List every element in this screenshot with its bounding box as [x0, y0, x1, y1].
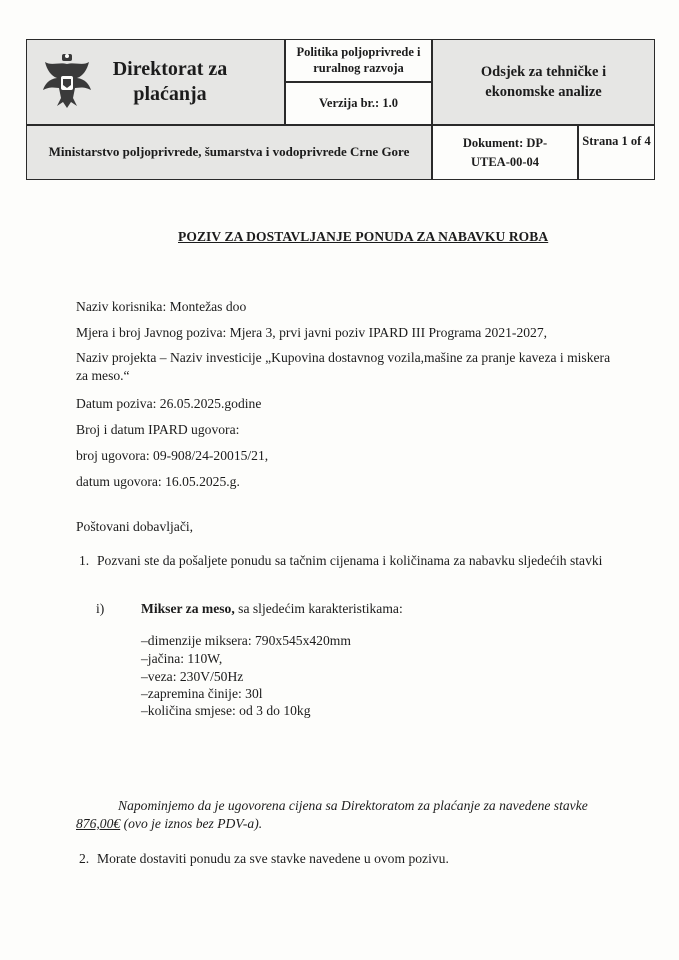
contract-price: 876,00€	[76, 816, 121, 831]
ministry-cell	[26, 125, 432, 180]
contract-heading: Broj i datum IPARD ugovora:	[76, 422, 240, 437]
spec-mixture-quantity: –količina smjese: od 3 do 10kg	[141, 703, 311, 718]
point-2-number: 2.	[79, 851, 90, 866]
document-title: POZIV ZA DOSTAVLJANJE PONUDA ZA NABAVKU ROBA	[178, 229, 549, 244]
spec-bowl-volume: –zapremina činije: 30l	[141, 686, 263, 701]
contract-date-field: datum ugovora: 16.05.2025.g.	[76, 474, 240, 489]
item-intro: sa sljedećim karakteristikama:	[234, 601, 403, 616]
version-cell	[285, 82, 432, 125]
department-cell	[432, 39, 655, 125]
policy-cell	[285, 39, 432, 82]
spec-power: –jačina: 110W,	[141, 651, 223, 666]
item-number: i)	[96, 601, 105, 616]
montenegro-coat-of-arms-icon	[39, 52, 95, 112]
contract-number-field: broj ugovora: 09-908/24-20015/21,	[76, 448, 269, 463]
ministry-title: Ministarstvo poljoprivrede, šumarstva i vodoprivrede Crne Gore	[48, 144, 410, 160]
document-cell	[432, 125, 578, 180]
project-field-line1: Naziv projekta – Naziv investicije „Kupovina dostavnog vozila,mašine za pranje kaveza i miskera	[76, 350, 611, 365]
project-field-line2: za meso.“	[76, 368, 130, 383]
item-name: Mikser za meso,	[141, 601, 235, 616]
item-heading	[141, 601, 403, 617]
page-number: Strana 1 of 4	[582, 134, 651, 148]
page-cell	[578, 125, 655, 180]
point-1-number: 1.	[79, 553, 90, 568]
version-label: Verzija br.: 1.0	[319, 95, 398, 110]
point-1-text: Pozvani ste da pošaljete ponudu sa tačnim cijenama i količinama za nabavku sljedećih stavki	[97, 553, 603, 568]
salutation: Poštovani dobavljači,	[76, 519, 194, 534]
price-note-vat: (ovo je iznos bez PDV-a).	[120, 816, 263, 831]
call-date-field: Datum poziva: 26.05.2025.godine	[76, 396, 262, 411]
agency-cell	[26, 39, 285, 125]
price-note-line2	[76, 816, 262, 832]
point-2-text: Morate dostaviti ponudu za sve stavke navedene u ovom pozivu.	[97, 851, 449, 866]
document-code: Dokument: DP-UTEA-00-04	[462, 136, 548, 169]
agency-title: Direktorat za plaćanja	[112, 58, 228, 105]
measure-field: Mjera i broj Javnog poziva: Mjera 3, prvi javni poziv IPARD III Programa 2021-2027,	[76, 325, 548, 340]
beneficiary-field: Naziv korisnika: Montežas doo	[76, 299, 247, 314]
spec-dimensions: –dimenzije miksera: 790x545x420mm	[141, 633, 351, 648]
spec-connection: –veza: 230V/50Hz	[141, 669, 244, 684]
department-title: Odsjek za tehničke i ekonomske analize	[480, 63, 607, 100]
price-note-line1: Napominjemo da je ugovorena cijena sa Direktoratom za plaćanje za navedene stavke	[118, 798, 588, 813]
policy-title: Politika poljoprivrede i ruralnog razvoja	[296, 44, 421, 75]
